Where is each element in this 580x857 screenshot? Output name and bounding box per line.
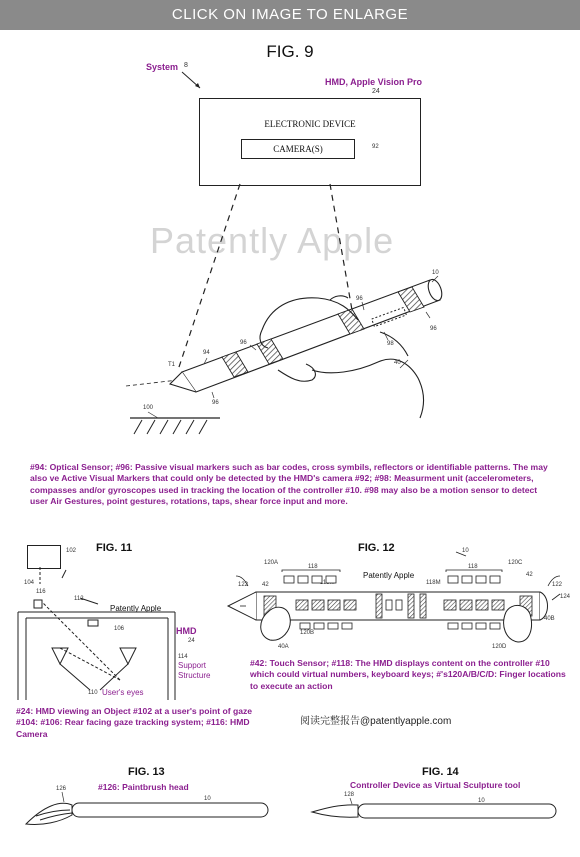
source-watermark: 阅读完整报告@patentlyapple.com [300,716,452,727]
ref-106: 106 [114,626,125,632]
hmd-ref: 24 [372,88,380,95]
system-label: System [146,62,179,72]
fig9-caption: #94: Optical Sensor; #96: Passive visual markers such as bar codes, cross symbils, reflectors or identifiable patterns. The may also ve Active Visual Markers that could only be detected by the HMD's camera #92; #98: Measurment unit (accelerometers, compasses and/or gyroscopes used in tracking the location of the controller #10. #98 may also be a motion sensor to detect user Air Gestures, point gestures, rotations, taps, shear force input and more. [30,462,548,507]
ref-128: 128 [344,792,355,798]
ref-100: 100 [143,405,154,411]
ref-10-fig12: 10 [462,548,469,554]
ref-120d: 120D [492,644,507,650]
ref-40: 40 [394,360,401,366]
ref-116: 116 [36,589,46,595]
fig12-caption: #42: Touch Sensor; #118: The HMD displays content on the controller #10 which could virtual numbers, keyboard keys; #'s120A/B/C/D: Finger locations to execute an action [250,658,566,691]
ref-40a: 40A [278,644,289,650]
ref-96-c: 96 [430,326,437,332]
ref-112: 112 [74,596,84,602]
hmd-label: HMD, Apple Vision Pro [325,77,423,87]
ref-118-a: 118 [308,564,318,570]
ref-42-a: 42 [262,582,269,588]
ref-t1: T1 [168,362,176,368]
ref-10-fig14: 10 [478,798,485,804]
fig11-eyes: User's eyes [102,688,144,697]
ref-40b: 40B [544,616,555,622]
patently-apple-watermark: Patently Apple [150,220,395,261]
ref-10: 10 [432,270,439,276]
ref-96-a: 96 [356,296,363,302]
ref-102: 102 [66,548,77,554]
ref-118-b: 118 [468,564,478,570]
ref-120a: 120A [264,560,279,566]
ref-98: 98 [387,341,394,347]
fig12-patently: Patently Apple [363,571,415,580]
fig12-title: FIG. 12 [358,542,395,554]
ref-120c: 120C [508,560,523,566]
electronic-device-title: ELECTRONIC DEVICE [264,119,356,129]
fig14-subtitle: Controller Device as Virtual Sculpture tool [350,780,521,790]
ref-10-fig13: 10 [204,796,211,802]
enlarge-banner[interactable]: CLICK ON IMAGE TO ENLARGE [0,0,580,30]
ref-118m-b: 118M [426,580,441,586]
ref-94: 94 [203,350,210,356]
fig11-hmd: HMD [176,626,197,636]
ref-42-b: 42 [526,572,533,578]
fig11-caption: #24: HMD viewing an Object #102 at a user's point of gaze #104: #106: Rear facing gaze tracking system; #116: HMD Camera [16,706,253,739]
fig14-title: FIG. 14 [422,766,459,778]
ref-110: 110 [88,690,98,696]
ref-126: 126 [56,786,67,792]
system-ref: 8 [184,62,188,69]
ref-104: 104 [24,580,35,586]
ref-120b: 120B [300,630,315,636]
fig11-patently: Patently Apple [110,604,162,613]
ref-114: 114 [178,654,188,660]
fig11-title: FIG. 11 [96,542,133,554]
ref-96-d: 96 [212,400,219,406]
ref-24: 24 [188,638,195,644]
camera-box: CAMERA(S) [241,139,355,159]
ref-124-b: 124 [560,594,571,600]
fig13-title: FIG. 13 [128,766,165,778]
ref-122-b: 122 [552,582,563,588]
camera-ref: 92 [372,144,379,150]
fig11-support: Support Structure [178,661,211,680]
fig13-subtitle: #126: Paintbrush head [98,782,189,792]
ref-122-a: 122 [238,582,249,588]
fig9-title: FIG. 9 [266,42,314,61]
ref-96-b: 96 [240,340,247,346]
